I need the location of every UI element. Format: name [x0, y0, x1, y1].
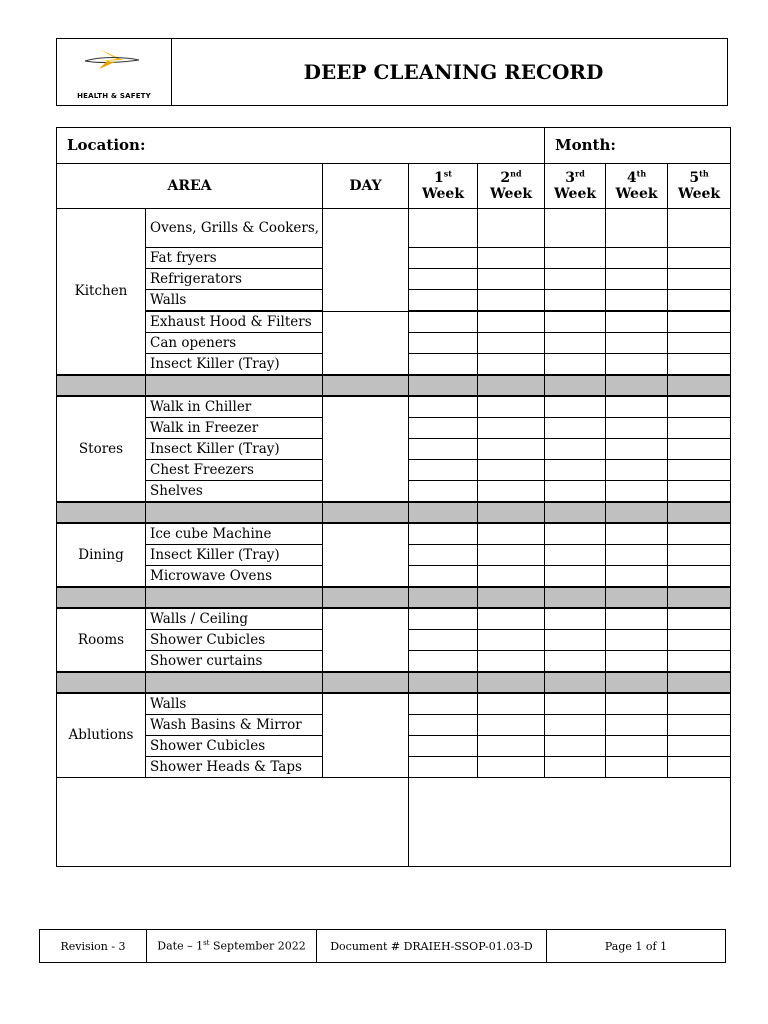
notes-right-box[interactable]: [409, 778, 731, 867]
week-2-cell[interactable]: [478, 523, 545, 545]
week-5-cell[interactable]: [668, 481, 731, 503]
week-2-cell[interactable]: [478, 757, 545, 778]
week-5-cell[interactable]: [668, 418, 731, 439]
week-1-cell[interactable]: [409, 396, 478, 418]
week-5-cell[interactable]: [668, 354, 731, 376]
week-3-cell[interactable]: [545, 396, 606, 418]
logo-text: HEALTH & SAFETY: [77, 92, 151, 100]
week-3-cell[interactable]: [545, 354, 606, 376]
item-label: Walls: [146, 290, 323, 312]
week-2-cell[interactable]: [478, 439, 545, 460]
week-2-cell[interactable]: [478, 418, 545, 439]
week-1-cell[interactable]: [409, 418, 478, 439]
week-5-cell[interactable]: [668, 396, 731, 418]
day-cell[interactable]: [323, 523, 409, 587]
page-number-cell: Page 1 of 1: [547, 930, 726, 963]
week-4-cell[interactable]: [606, 715, 668, 736]
week-1-cell[interactable]: [409, 481, 478, 503]
table-row: [57, 523, 731, 545]
location-field[interactable]: [57, 128, 545, 164]
week-2-cell[interactable]: [478, 736, 545, 757]
week-5-cell[interactable]: [668, 736, 731, 757]
item-label: Shelves: [146, 481, 323, 503]
week-2-header: 2nd Week: [478, 164, 545, 209]
week-4-cell[interactable]: [606, 209, 668, 248]
week-5-cell[interactable]: [668, 715, 731, 736]
week-3-cell[interactable]: [545, 651, 606, 673]
area-dining: Dining: [57, 523, 146, 587]
week-3-cell[interactable]: [545, 311, 606, 333]
week-1-cell[interactable]: [409, 651, 478, 673]
week-2-cell[interactable]: [478, 651, 545, 673]
item-label: Shower curtains: [146, 651, 323, 673]
week-1-cell[interactable]: [409, 269, 478, 290]
week-1-cell[interactable]: [409, 630, 478, 651]
page-title: DEEP CLEANING RECORD: [303, 60, 604, 84]
week-5-cell[interactable]: [668, 630, 731, 651]
week-2-cell[interactable]: [478, 290, 545, 312]
document-footer: [39, 929, 726, 963]
week-1-cell[interactable]: [409, 290, 478, 312]
table-row: [57, 608, 731, 630]
week-3-cell[interactable]: [545, 757, 606, 778]
week-1-header: 1st Week: [409, 164, 478, 209]
cleaning-record-table: [56, 127, 731, 867]
revision-cell: Revision - 3: [40, 930, 147, 963]
week-4-cell[interactable]: [606, 523, 668, 545]
week-5-cell[interactable]: [668, 290, 731, 312]
area-stores: Stores: [57, 396, 146, 502]
day-cell[interactable]: [323, 209, 409, 312]
week-3-cell[interactable]: [545, 290, 606, 312]
location-label: Location:: [67, 136, 146, 154]
item-label: Walk in Freezer: [146, 418, 323, 439]
item-label: Microwave Ovens: [146, 566, 323, 588]
area-header: AREA: [57, 164, 323, 209]
week-4-cell[interactable]: [606, 736, 668, 757]
item-label: Walls / Ceiling: [146, 608, 323, 630]
week-5-cell[interactable]: [668, 460, 731, 481]
table-row: [57, 209, 731, 248]
item-label: Refrigerators: [146, 269, 323, 290]
month-label: Month:: [555, 136, 616, 154]
week-5-cell[interactable]: [668, 566, 731, 588]
week-5-cell[interactable]: [668, 608, 731, 630]
day-cell[interactable]: [323, 608, 409, 672]
week-2-cell[interactable]: [478, 209, 545, 248]
week-4-cell[interactable]: [606, 545, 668, 566]
week-2-cell[interactable]: [478, 693, 545, 715]
week-1-cell[interactable]: [409, 439, 478, 460]
week-5-cell[interactable]: [668, 757, 731, 778]
week-1-cell[interactable]: [409, 608, 478, 630]
week-4-cell[interactable]: [606, 333, 668, 354]
week-1-cell[interactable]: [409, 311, 478, 333]
plane-logo-icon: [77, 47, 143, 71]
item-label: Shower Cubicles: [146, 736, 323, 757]
item-label: Walls: [146, 693, 323, 715]
week-4-cell[interactable]: [606, 311, 668, 333]
week-4-cell[interactable]: [606, 269, 668, 290]
day-header: DAY: [323, 164, 409, 209]
week-1-cell[interactable]: [409, 248, 478, 269]
company-logo: [57, 39, 172, 105]
week-3-cell[interactable]: [545, 566, 606, 588]
section-separator: [57, 375, 731, 396]
week-4-cell[interactable]: [606, 608, 668, 630]
week-3-cell[interactable]: [545, 630, 606, 651]
week-5-cell[interactable]: [668, 651, 731, 673]
day-cell[interactable]: [323, 693, 409, 778]
week-2-cell[interactable]: [478, 566, 545, 588]
week-2-cell[interactable]: [478, 311, 545, 333]
week-4-cell[interactable]: [606, 354, 668, 376]
week-3-cell[interactable]: [545, 693, 606, 715]
week-5-cell[interactable]: [668, 439, 731, 460]
week-5-cell[interactable]: [668, 333, 731, 354]
day-cell[interactable]: [323, 311, 409, 375]
week-4-cell[interactable]: [606, 418, 668, 439]
week-2-cell[interactable]: [478, 608, 545, 630]
document-header: [56, 38, 728, 106]
item-label: Chest Freezers: [146, 460, 323, 481]
week-3-cell[interactable]: [545, 715, 606, 736]
section-separator: [57, 502, 731, 523]
table-row: [57, 311, 731, 333]
week-3-cell[interactable]: [545, 460, 606, 481]
week-1-cell[interactable]: [409, 693, 478, 715]
week-1-cell[interactable]: [409, 715, 478, 736]
document-number-cell: Document # DRAIEH-SSOP-01.03-D: [317, 930, 547, 963]
week-3-cell[interactable]: [545, 545, 606, 566]
table-row: [57, 693, 731, 715]
item-label: Fat fryers: [146, 248, 323, 269]
item-label: Shower Cubicles: [146, 630, 323, 651]
section-separator: [57, 587, 731, 608]
week-1-cell[interactable]: [409, 209, 478, 248]
item-label: Ovens, Grills & Cookers,: [146, 209, 323, 248]
item-label: Shower Heads & Taps: [146, 757, 323, 778]
week-1-cell[interactable]: [409, 757, 478, 778]
item-label: Insect Killer (Tray): [146, 439, 323, 460]
item-label: Ice cube Machine: [146, 523, 323, 545]
week-4-cell[interactable]: [606, 757, 668, 778]
week-4-cell[interactable]: [606, 290, 668, 312]
week-5-cell[interactable]: [668, 693, 731, 715]
week-5-cell[interactable]: [668, 523, 731, 545]
month-field[interactable]: [545, 128, 731, 164]
week-1-cell[interactable]: [409, 545, 478, 566]
week-1-cell[interactable]: [409, 460, 478, 481]
week-4-cell[interactable]: [606, 396, 668, 418]
week-2-cell[interactable]: [478, 269, 545, 290]
week-5-cell[interactable]: [668, 545, 731, 566]
week-2-cell[interactable]: [478, 354, 545, 376]
date-cell: Date – 1st September 2022: [147, 930, 317, 963]
week-5-header: 5th Week: [668, 164, 731, 209]
week-5-cell[interactable]: [668, 269, 731, 290]
week-3-cell[interactable]: [545, 608, 606, 630]
week-2-cell[interactable]: [478, 630, 545, 651]
week-3-cell[interactable]: [545, 333, 606, 354]
week-4-cell[interactable]: [606, 651, 668, 673]
week-3-cell[interactable]: [545, 736, 606, 757]
area-kitchen: Kitchen: [57, 209, 146, 376]
area-rooms: Rooms: [57, 608, 146, 672]
day-cell[interactable]: [323, 396, 409, 502]
area-ablutions: Ablutions: [57, 693, 146, 778]
item-label: Walk in Chiller: [146, 396, 323, 418]
week-3-cell[interactable]: [545, 209, 606, 248]
item-label: Exhaust Hood & Filters: [146, 311, 323, 333]
week-1-cell[interactable]: [409, 333, 478, 354]
week-2-cell[interactable]: [478, 545, 545, 566]
week-2-cell[interactable]: [478, 460, 545, 481]
table-row: [57, 396, 731, 418]
week-4-cell[interactable]: [606, 481, 668, 503]
week-2-cell[interactable]: [478, 481, 545, 503]
week-1-cell[interactable]: [409, 523, 478, 545]
notes-left-box[interactable]: [57, 778, 409, 867]
notes-row: [57, 778, 731, 867]
week-3-cell[interactable]: [545, 481, 606, 503]
item-label: Insect Killer (Tray): [146, 545, 323, 566]
week-5-cell[interactable]: [668, 248, 731, 269]
item-label: Insect Killer (Tray): [146, 354, 323, 376]
week-3-cell[interactable]: [545, 248, 606, 269]
week-3-cell[interactable]: [545, 439, 606, 460]
week-2-cell[interactable]: [478, 396, 545, 418]
week-4-cell[interactable]: [606, 630, 668, 651]
week-3-cell[interactable]: [545, 269, 606, 290]
week-4-header: 4th Week: [606, 164, 668, 209]
week-5-cell[interactable]: [668, 311, 731, 333]
week-3-header: 3rd Week: [545, 164, 606, 209]
week-4-cell[interactable]: [606, 460, 668, 481]
item-label: Wash Basins & Mirror: [146, 715, 323, 736]
week-4-cell[interactable]: [606, 566, 668, 588]
week-1-cell[interactable]: [409, 736, 478, 757]
week-1-cell[interactable]: [409, 566, 478, 588]
week-3-cell[interactable]: [545, 523, 606, 545]
item-label: Can openers: [146, 333, 323, 354]
week-2-cell[interactable]: [478, 715, 545, 736]
week-5-cell[interactable]: [668, 209, 731, 248]
week-3-cell[interactable]: [545, 418, 606, 439]
week-1-cell[interactable]: [409, 354, 478, 376]
section-separator: [57, 672, 731, 693]
week-2-cell[interactable]: [478, 248, 545, 269]
week-4-cell[interactable]: [606, 248, 668, 269]
week-4-cell[interactable]: [606, 693, 668, 715]
week-2-cell[interactable]: [478, 333, 545, 354]
week-4-cell[interactable]: [606, 439, 668, 460]
